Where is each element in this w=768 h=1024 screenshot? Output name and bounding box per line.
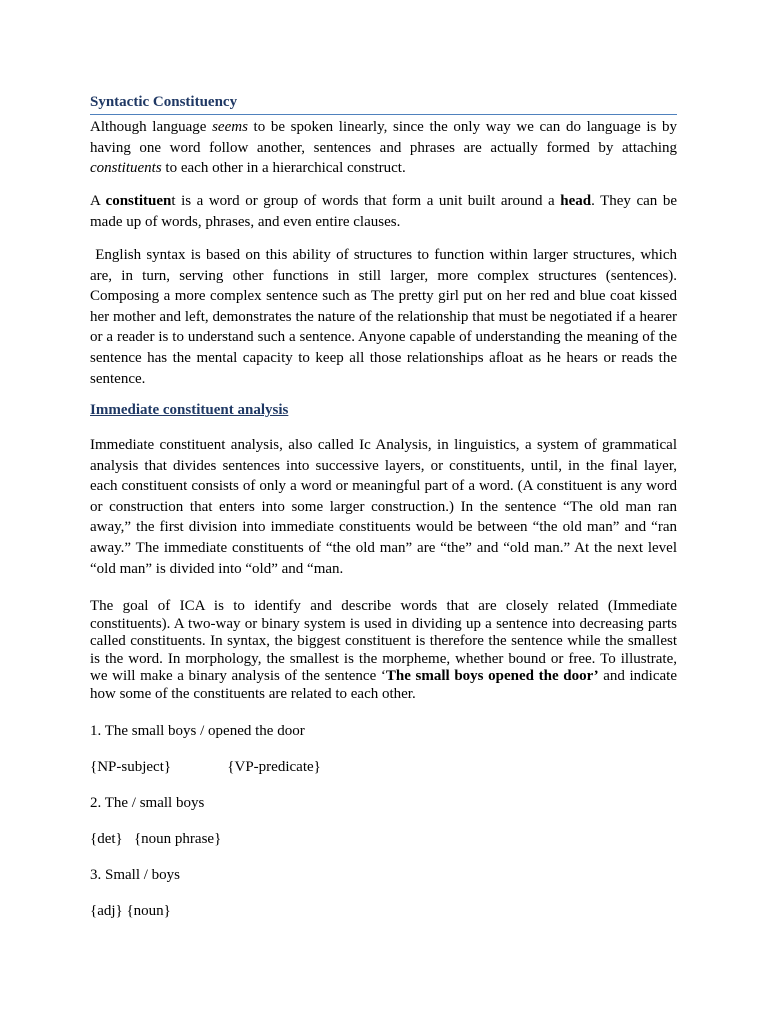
italic-seems: seems (212, 119, 248, 135)
text-run: Although language (90, 119, 213, 135)
paragraph-intro (90, 117, 677, 179)
bold-head: head (560, 193, 592, 209)
text-run: t (171, 193, 176, 209)
text-run: A (90, 193, 106, 209)
text-run: and indicate how some of the constituents are related to each other. (90, 668, 677, 702)
text-run: The goal of ICA is to identify and describe words that are closely related (Immediate constituents). A two-way or binary system is used in dividing up a sentence into decreasing parts called constituents. In syntax, the biggest constituent is therefore the sentence while the smallest is the word. In morphology, the smallest is the morpheme, whether bound or free. To illustrate, we will make a binary analysis of the sentence ‘ (90, 598, 677, 685)
example-labels-3: {adj} {noun} (90, 903, 171, 919)
example-line-2: 2. The / small boys (90, 795, 205, 811)
example-line-1: 1. The small boys / opened the door (90, 723, 305, 739)
paragraph-constituent-definition (90, 191, 677, 232)
example-labels-2: {det} {noun phrase} (90, 831, 222, 847)
bold-example-sentence: The small boys opened the door’ (385, 668, 599, 685)
example-labels-1: {NP-subject} {VP-predicate} (90, 759, 321, 775)
example-line-3: 3. Small / boys (90, 867, 181, 883)
italic-constituents: constituents (90, 160, 162, 177)
text-run: to each other in a hierarchical construct. (161, 160, 406, 177)
section-heading-syntactic-constituency: Syntactic Constituency (90, 94, 677, 115)
section-heading-immediate-constituent-analysis (90, 402, 677, 419)
text-run: . They can be made up of words, phrases, and even entire clauses. (90, 193, 677, 230)
paragraph-ica-definition: Immediate constituent analysis, also called Ic Analysis, in linguistics, a system of grammatical analysis that divides sentences into successive layers, or constituents, until, in the final layer, each constituent consists of only a word or meaningful part of a word. (A constituent is any word or construction that enters into some larger construction.) In the sentence “The old man ran away,” the first division into immediate constituents would be between “the old man” and “ran away.” The immediate constituents of “the old man” are “the” and “old man.” At the next level “old man” is divided into “old” and “man. (90, 437, 677, 577)
paragraph-english-syntax: English syntax is based on this ability of structures to function within larger structures, which are, in turn, serving other functions in still larger, more complex structures (sentences). Composing a more complex sentence such as The pretty girl put on her red and blue coat kissed her mother and left, demonstrates the nature of the relationship that must be negotiated if a hearer or a reader is to understand such a sentence. Anyone capable of understanding the meaning of the sentence has the mental capacity to keep all those relationships afloat as he hears or reads the sentence. (90, 247, 681, 387)
heading-text: Immediate constituent analysis (90, 402, 289, 418)
text-run: is a word or group of words that form a unit built around a (175, 193, 561, 209)
text-run: to be spoken linearly, since the only way we can do language is by having one word follow another, sentences and phrases are actually formed by attaching (90, 119, 677, 156)
bold-constituent: constituen (105, 193, 172, 209)
paragraph-ica-goal (90, 598, 677, 704)
